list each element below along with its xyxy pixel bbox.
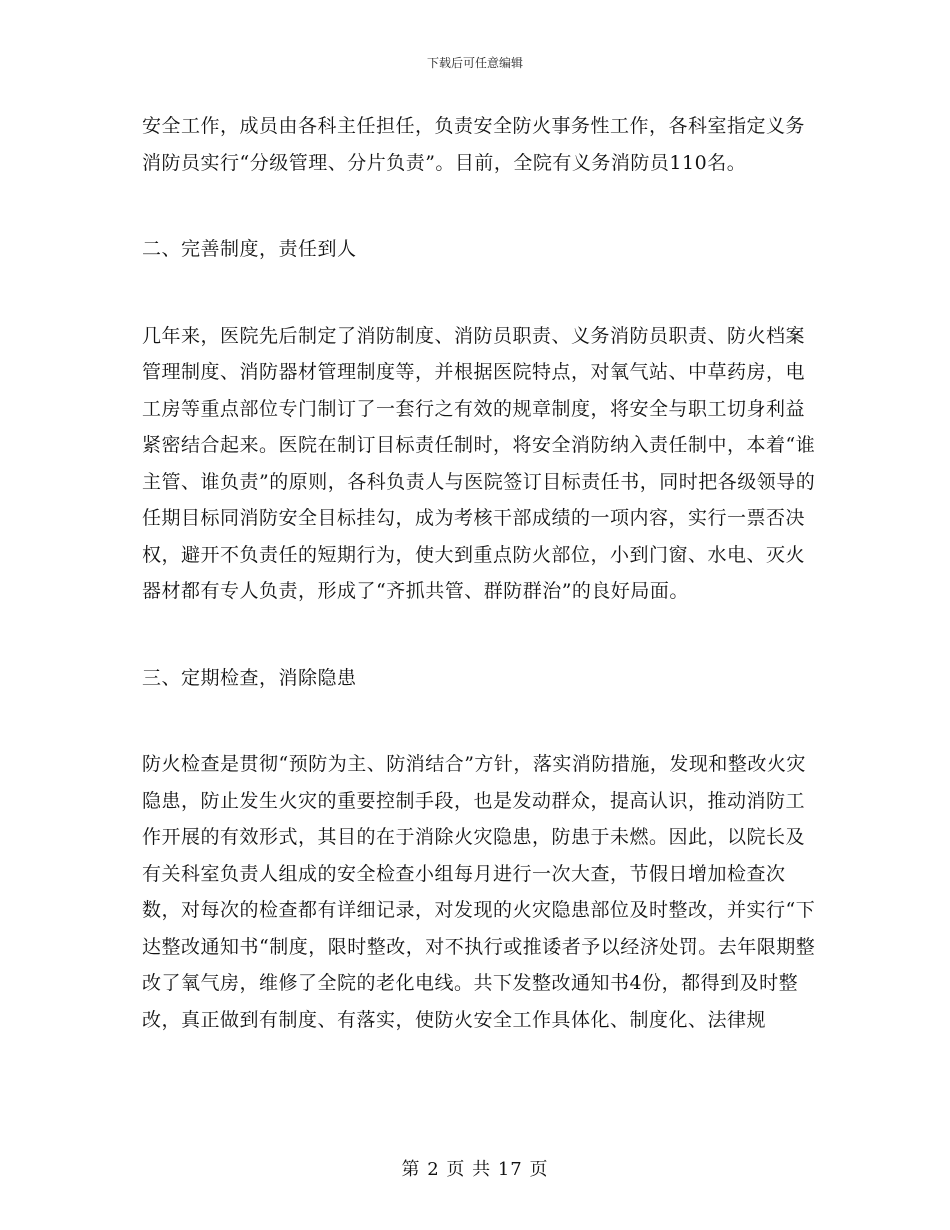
section-heading-2: 二、完善制度，责任到人 [142,238,357,260]
paragraph-gap [142,696,822,746]
section-heading-3: 三、定期检查，消除隐患 [142,666,357,689]
page-number-footer: 第 2 页 共 17 页 [401,1159,549,1180]
paragraph-regulations: 几年来，医院先后制定了消防制度、消防员职责、义务消防员职责、防火档案管理制度、消防器材管理制度等，并根据医院特点，对氧气站、中草药房，电工房等重点部位专门制订了一套行之有效的规章制度，将安全与职工切身利益紧密结合起来。医院在制订目标责任制时，将安全消防纳入责任制中，本着“谁主管、谁负责”的原则，各科负责人与医院签订目标责任书，同时把各级领导的任期目标同消防安全目标挂勾，成为考核干部成绩的一项内容，实行一票否决权，避开不负责任的短期行为，使大到重点防火部位，小到门窗、水电、灭火器材都有专人负责，形成了“齐抓共管、群防群治”的良好局面。 [142,324,816,602]
paragraph-safety-organization: 安全工作，成员由各科主任担任，负责安全防火事务性工作，各科室指定义务消防员实行“分级管理、分片负责”。目前，全院有义务消防员110名。 [142,115,806,174]
paragraph-gap [142,268,822,318]
document-body [142,108,822,1038]
paragraph-gap [142,610,822,660]
paragraph-inspections: 防火检查是贯彻“预防为主、防消结合”方针，落实消防措施，发现和整改火灾隐患，防止发生火灾的重要控制手段，也是发动群众，提高认识，推动消防工作开展的有效形式，其目的在于消除火灾隐患，防患于未燃。因此，以院长及有关科室负责人组成的安全检查小组每月进行一次大查，节假日增加检查次数，对每次的检查都有详细记录，对发现的火灾隐患部位及时整改，并实行“下达整改通知书“制度，限时整改，对不执行或推诿者予以经济处罚。去年限期整改了氧气房，维修了全院的老化电线。共下发整改通知书4份，都得到及时整改，真正做到有制度、有落实，使防火安全工作具体化、制度化、法律规 [142,753,816,1031]
paragraph-gap [142,181,822,231]
page-header: 下载后可任意编辑 [426,56,523,70]
